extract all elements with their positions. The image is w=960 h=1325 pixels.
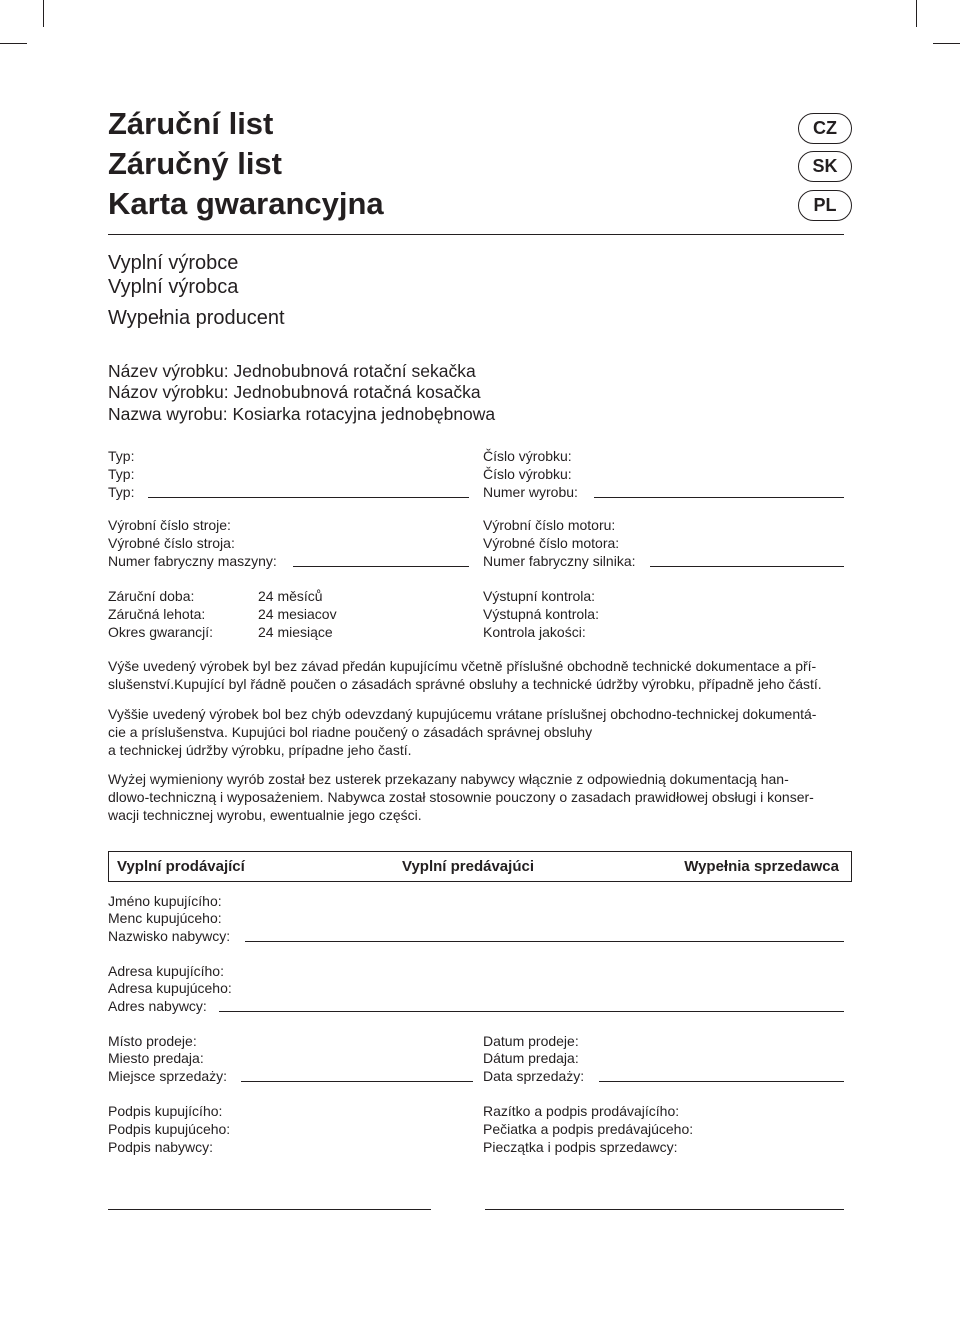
buyer-address-label-pl: Adres nabywcy: — [108, 998, 207, 1014]
paragraph-line: cie a príslušenstva. Kupujúci bol riadne poučený o zásadách správnej obsluhy — [108, 724, 593, 740]
place-of-sale-label-cz: Místo prodeje: — [108, 1033, 197, 1049]
buyer-signature-label-cz: Podpis kupujícího: — [108, 1103, 223, 1119]
type-field-line[interactable] — [148, 497, 469, 498]
buyer-name-field-line[interactable] — [245, 941, 844, 942]
type-label-pl: Typ: — [108, 484, 135, 500]
lang-badge-pl: PL — [798, 190, 852, 221]
product-name-pl: Nazwa wyrobu: Kosiarka rotacyjna jednobębnowa — [108, 404, 496, 424]
seller-heading-sk: Vyplní predávajúci — [402, 858, 534, 875]
declaration-paragraph-sk — [108, 705, 848, 759]
date-of-sale-field-line[interactable] — [599, 1081, 844, 1082]
date-of-sale-label-sk: Dátum predaja: — [483, 1050, 579, 1066]
crop-mark-top-left-h — [0, 43, 27, 44]
warranty-period-value-cz: 24 měsíců — [258, 588, 323, 604]
paragraph-line: Vyššie uvedený výrobek bol bez chýb odevzdaný kupujúcemu vrátane príslušnej obchodno-technickej dokumentá- — [108, 706, 817, 722]
buyer-signature-field-line[interactable] — [108, 1209, 431, 1210]
crop-mark-top-left-v — [43, 0, 44, 27]
paragraph-line: wacji technicznej wyrobu, ewentualnie jego części. — [108, 807, 422, 823]
crop-mark-top-right-v — [916, 0, 917, 27]
product-number-label-pl: Numer wyrobu: — [483, 484, 578, 500]
paragraph-line: Výše uvedený výrobek byl bez závad předán kupujícímu včetně příslušné obchodně technické dokumentace a pří- — [108, 658, 817, 674]
manufacturer-heading-pl: Wypełnia producent — [108, 307, 285, 329]
title-pl: Karta gwarancyjna — [108, 186, 384, 221]
crop-mark-top-right-h — [933, 43, 960, 44]
machine-serial-field-line[interactable] — [293, 566, 469, 567]
seller-stamp-label-pl: Pieczątka i podpis sprzedawcy: — [483, 1139, 678, 1155]
engine-serial-field-line[interactable] — [650, 566, 844, 567]
product-name-cz: Název výrobku: Jednobubnová rotační sekačka — [108, 361, 476, 381]
paragraph-line: Wyżej wymieniony wyrób został bez usterek przekazany nabywcy włącznie z odpowiednią dokumentacją han- — [108, 771, 789, 787]
date-of-sale-label-cz: Datum prodeje: — [483, 1033, 579, 1049]
machine-serial-label-cz: Výrobní číslo stroje: — [108, 517, 231, 533]
lang-badge-cz: CZ — [798, 113, 852, 144]
product-name-sk: Názov výrobku: Jednobubnová rotačná kosačka — [108, 382, 481, 402]
buyer-address-label-sk: Adresa kupujúceho: — [108, 980, 232, 996]
warranty-period-value-sk: 24 mesiacov — [258, 606, 337, 622]
seller-section-box — [108, 851, 852, 882]
output-control-label-pl: Kontrola jakości: — [483, 624, 586, 640]
engine-serial-label-sk: Výrobné číslo motora: — [483, 535, 620, 551]
buyer-address-field-line[interactable] — [219, 1011, 844, 1012]
warranty-period-label-pl: Okres gwarancjí: — [108, 624, 214, 640]
buyer-signature-label-sk: Podpis kupujúceho: — [108, 1121, 231, 1137]
seller-heading-pl: Wypełnia sprzedawca — [684, 858, 839, 875]
engine-serial-label-cz: Výrobní číslo motoru: — [483, 517, 616, 533]
paragraph-line: a technickej údržby výrobku, prípadne jeho častí. — [108, 742, 412, 758]
declaration-paragraph-cz — [108, 657, 848, 693]
title-cz: Záruční list — [108, 106, 274, 141]
buyer-signature-label-pl: Podpis nabywcy: — [108, 1139, 214, 1155]
manufacturer-heading-sk: Vyplní výrobca — [108, 276, 239, 298]
product-number-field-line[interactable] — [594, 497, 844, 498]
declaration-paragraph-pl — [108, 770, 848, 824]
seller-heading-cz: Vyplní prodávající — [117, 858, 245, 875]
seller-stamp-label-cz: Razítko a podpis prodávajícího: — [483, 1103, 680, 1119]
lang-badge-sk: SK — [798, 151, 852, 182]
warranty-period-value-pl: 24 miesiące — [258, 624, 333, 640]
type-label-cz: Typ: — [108, 448, 135, 464]
buyer-name-label-sk: Menc kupujúceho: — [108, 910, 222, 926]
title-sk: Záručný list — [108, 146, 282, 181]
date-of-sale-label-pl: Data sprzedaży: — [483, 1068, 585, 1084]
buyer-name-label-cz: Jméno kupujícího: — [108, 893, 222, 909]
header-rule — [108, 234, 844, 235]
paragraph-line: dlowo-techniczną i wyposażeniem. Nabywca został stosownie pouczony o zasadach prawidłowej obsługi i konser- — [108, 789, 814, 805]
output-control-label-sk: Výstupná kontrola: — [483, 606, 599, 622]
seller-stamp-label-sk: Pečiatka a podpis predávajúceho: — [483, 1121, 694, 1137]
machine-serial-label-sk: Výrobné číslo stroja: — [108, 535, 235, 551]
buyer-address-label-cz: Adresa kupujícího: — [108, 963, 224, 979]
buyer-name-label-pl: Nazwisko nabywcy: — [108, 928, 231, 944]
warranty-period-label-cz: Záruční doba: — [108, 588, 195, 604]
machine-serial-label-pl: Numer fabryczny maszyny: — [108, 553, 277, 569]
seller-stamp-field-line[interactable] — [485, 1209, 844, 1210]
warranty-period-label-sk: Záručná lehota: — [108, 606, 206, 622]
engine-serial-label-pl: Numer fabryczny silnika: — [483, 553, 636, 569]
product-number-label-sk: Číslo výrobku: — [483, 466, 572, 482]
product-number-label-cz: Číslo výrobku: — [483, 448, 572, 464]
place-of-sale-label-sk: Miesto predaja: — [108, 1050, 204, 1066]
place-of-sale-label-pl: Miejsce sprzedaży: — [108, 1068, 228, 1084]
place-of-sale-field-line[interactable] — [241, 1081, 473, 1082]
type-label-sk: Typ: — [108, 466, 135, 482]
paragraph-line: slušenství.Kupující byl řádně poučen o zásadách správné obsluhy a technické údržby výrobku, případně jeho částí. — [108, 676, 822, 692]
output-control-label-cz: Výstupní kontrola: — [483, 588, 596, 604]
manufacturer-heading-cz: Vyplní výrobce — [108, 252, 239, 274]
